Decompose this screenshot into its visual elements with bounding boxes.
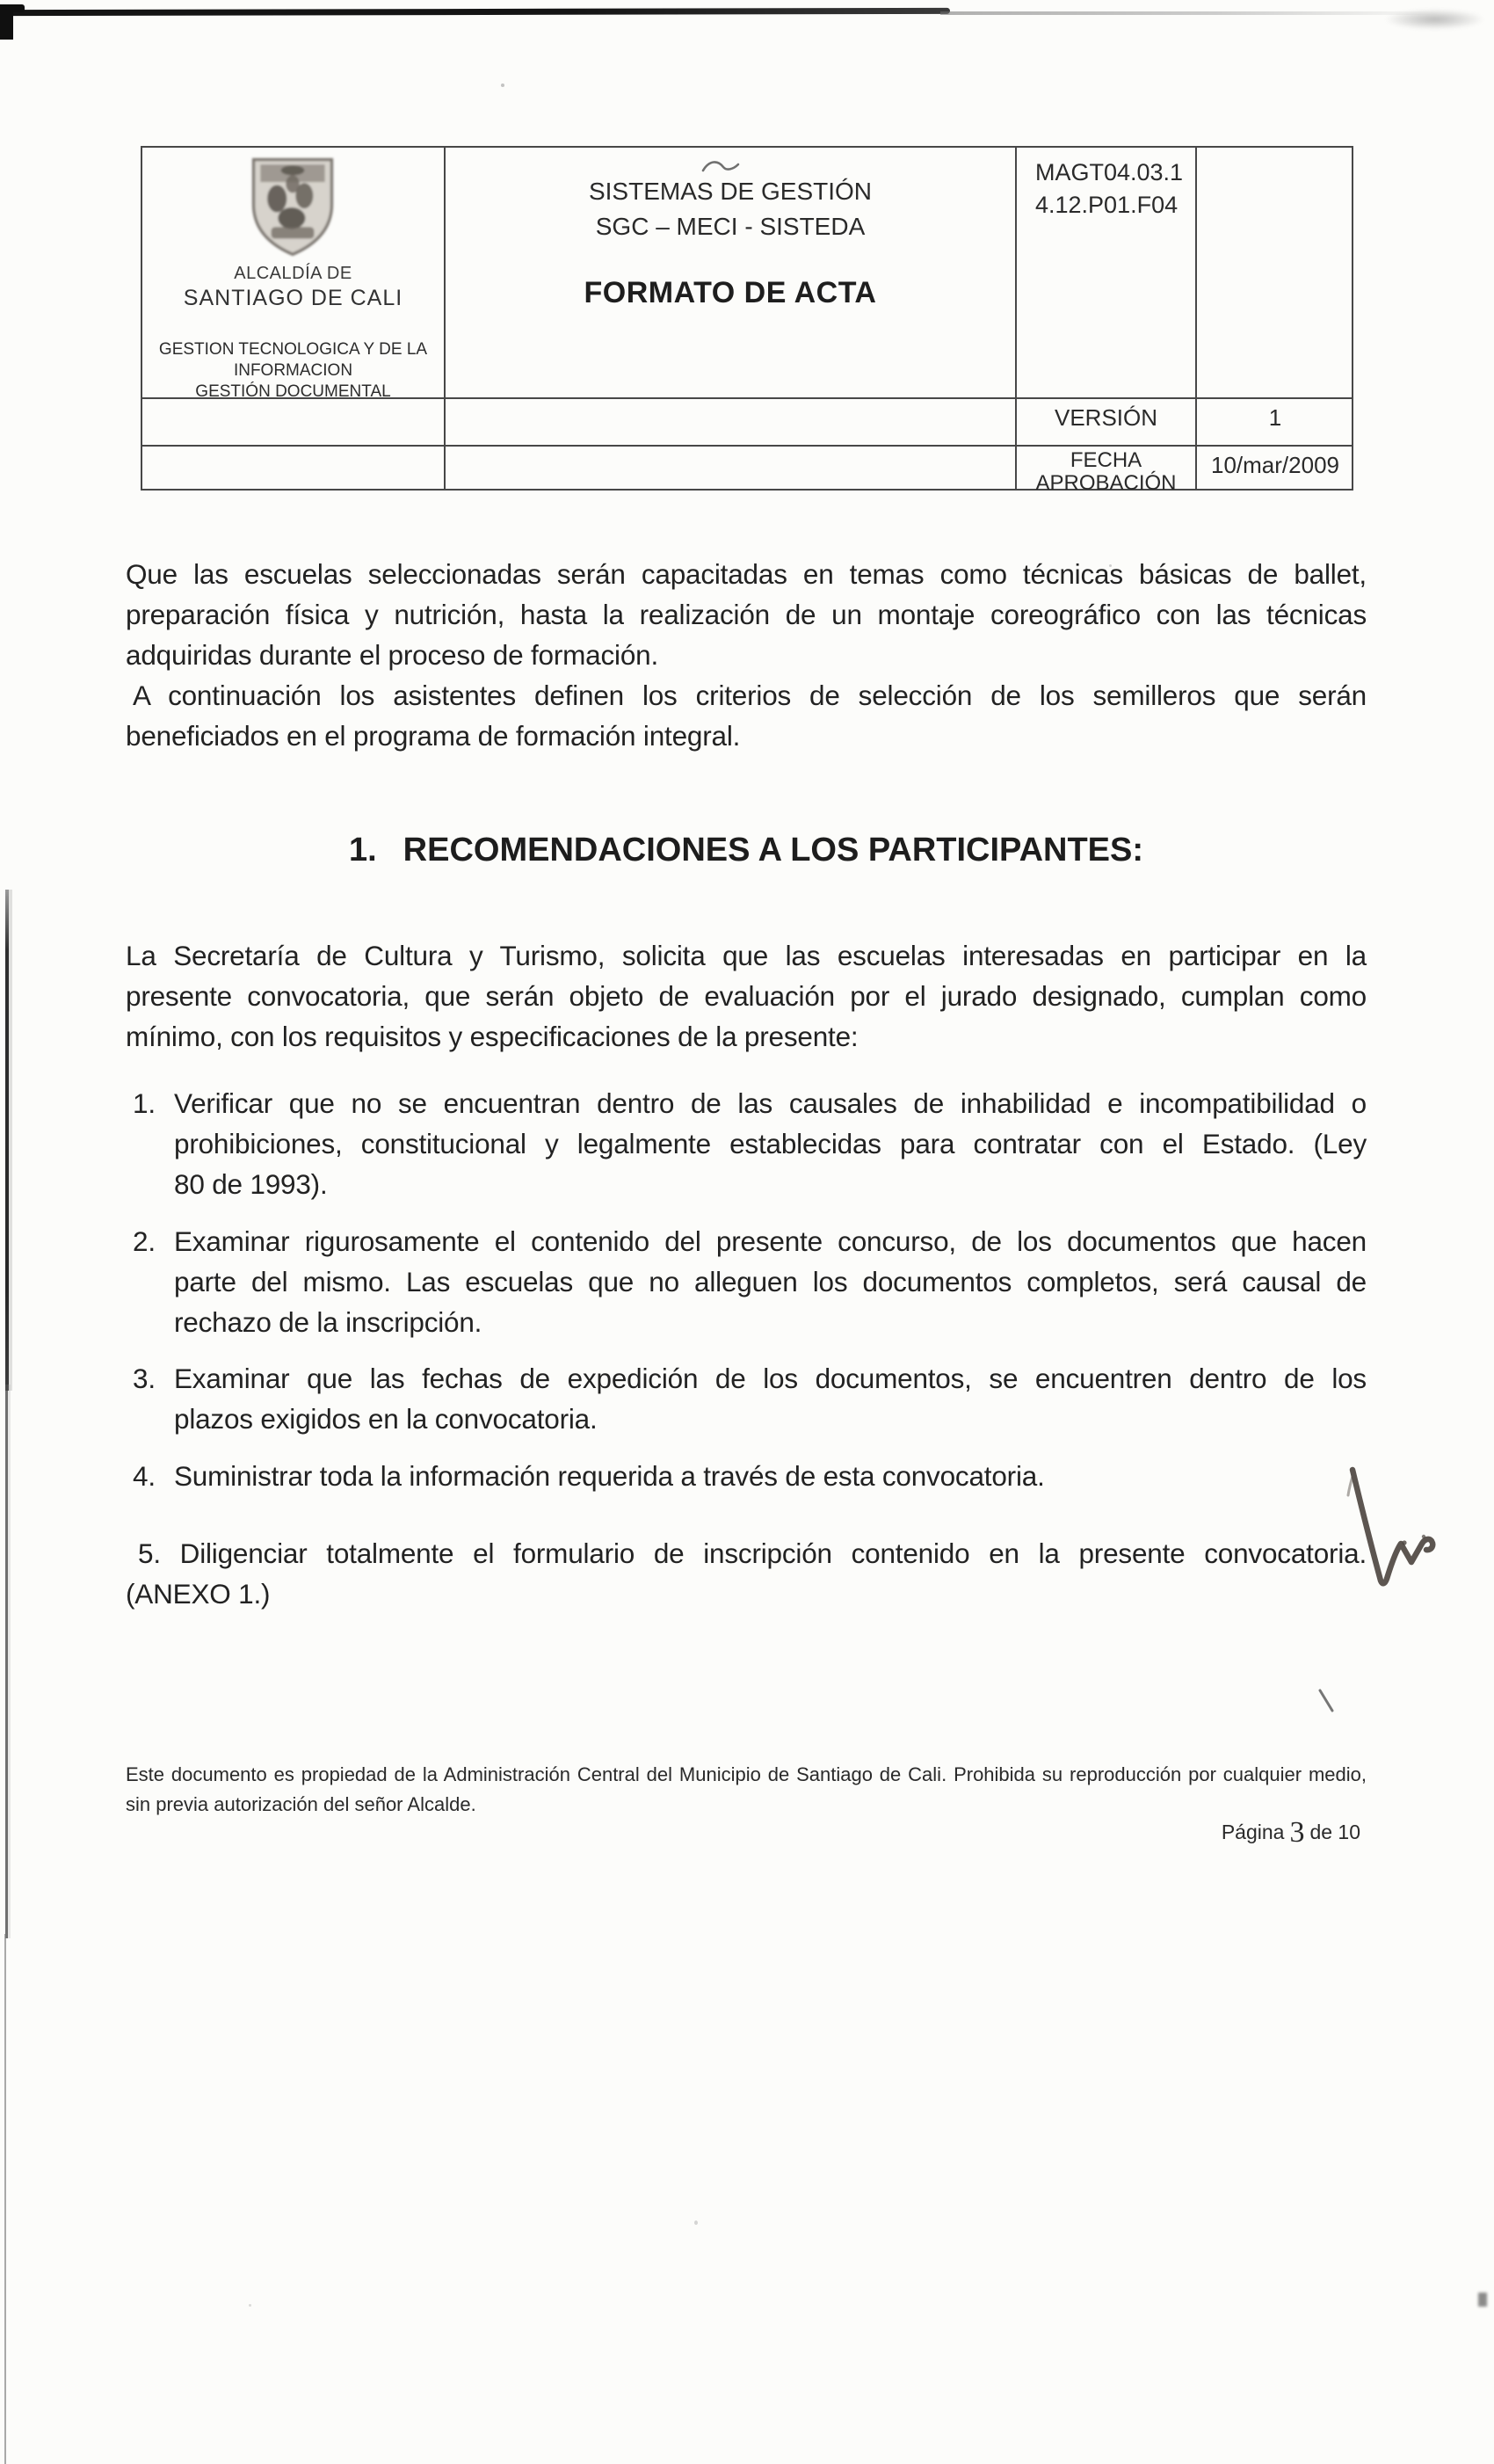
table-vertical-line [1015,148,1017,489]
page-number-line [126,1816,1360,1850]
system-line2: SGC – MECI - SISTEDA [595,213,866,240]
approval-date-label: FECHA APROBACIÓN [1035,448,1177,495]
scan-speck [694,2221,698,2225]
page-label-suffix: de 10 [1309,1821,1360,1843]
dept-line3: GESTIÓN DOCUMENTAL [195,382,391,401]
code-line1: MAGT04.03.1 [1035,159,1184,185]
scan-artifact-corner-stub [0,4,25,12]
scan-artifact-top-line [5,8,950,16]
handwritten-signature-mark [1331,1455,1454,1609]
scan-artifact-top-line-faint [940,11,1441,15]
paragraph-1: Que las escuelas seleccionadas serán capacitadas en temas como técnicas básicas de ballet, preparación física y nutrición, hasta la realización de un montaje coreográfico con las técnicas adquiridas durante el proceso de formación. [126,558,1367,671]
scan-speck [501,84,504,87]
list-number: 5. [138,1537,161,1569]
paragraph-3: La Secretaría de Cultura y Turismo, solicita que las escuelas interesadas en participar en la presente convocatoria, que serán objeto de evaluación por el jurado designado, cumplan como mínimo, con los requisitos y especificaciones de la presente: [126,940,1367,1052]
list-number: 2. [133,1225,156,1257]
scan-speck [249,2304,251,2307]
org-name-line2: SANTIAGO DE CALI [183,286,403,310]
section-heading [126,832,1367,869]
page-number: 3 [1289,1816,1305,1849]
dept-line1: GESTION TECNOLOGICA Y DE LA [158,340,428,359]
header-table [141,146,1353,495]
paragraph-2: A continuación los asistentes definen los criterios de selección de los semilleros que serán beneficiados en el programa de formación integral. [126,680,1367,752]
list-number: 1. [133,1087,156,1119]
list-item-3: 3. Examinar que las fechas de expedición de los documentos, se encuentren dentro de los plazos exigidos en la convocatoria. [126,1358,1367,1439]
management-system-label [446,174,1015,244]
org-name-line1: ALCALDÍA DE [234,264,352,283]
section-title: RECOMENDACIONES A LOS PARTICIPANTES: [403,832,1144,869]
table-horizontal-line [142,445,1352,447]
scan-edge-blot [1478,2293,1487,2307]
scan-artifact-left-edge-line [5,890,9,1391]
footer-disclaimer: Este documento es propiedad de la Administración Central del Municipio de Santiago de Cali. Prohibida su reproducción por cualquier medio, sin previa autorización del señor Alcalde. [126,1763,1367,1815]
approval-date-value: 10/mar/2009 [1211,452,1339,478]
department-name [142,339,444,403]
list-number: 3. [133,1363,156,1394]
list-item-1: 1. Verificar que no se encuentran dentro de las causales de inhabilidad e incompatibilidad o prohibiciones, constitucional y legalmente establecidas para contratar con el Estado. (Ley 80 de 1993). [126,1083,1367,1204]
list-item-4: 4. Suministrar toda la información requerida a través de esta convocatoria. [126,1456,1367,1496]
code-line2: 4.12.P01.F04 [1035,192,1179,218]
scan-squiggle-mark [701,158,740,178]
system-line1: SISTEMAS DE GESTIÓN [588,178,873,205]
stray-pen-tick [1315,1686,1339,1720]
list-number: 4. [133,1460,156,1492]
table-vertical-line [1195,148,1197,489]
document-title: FORMATO DE ACTA [584,276,877,309]
document-code [1035,156,1193,222]
list-item-2: 2. Examinar rigurosamente el contenido del presente concurso, de los documentos que hacen parte del mismo. Las escuelas que no alleguen los documentos completos, será causal de rechazo de la inscripción. [126,1221,1367,1342]
version-value: 1 [1268,404,1282,431]
list-item-5: 5. Diligenciar totalmente el formulario de inscripción contenido en la presente convocatoria. (ANEXO 1.) [126,1537,1367,1610]
scan-artifact-top-smudge [1384,9,1485,30]
page-label-prefix: Página [1221,1821,1285,1843]
section-number: 1. [348,832,377,869]
coat-of-arms-logo [243,155,342,265]
scan-artifact-left-edge-line-mid [5,1385,8,1938]
scan-artifact-left-edge-line-faint [4,1934,6,2464]
dept-line2: INFORMACION [233,361,353,380]
version-label: VERSIÓN [1054,404,1158,431]
